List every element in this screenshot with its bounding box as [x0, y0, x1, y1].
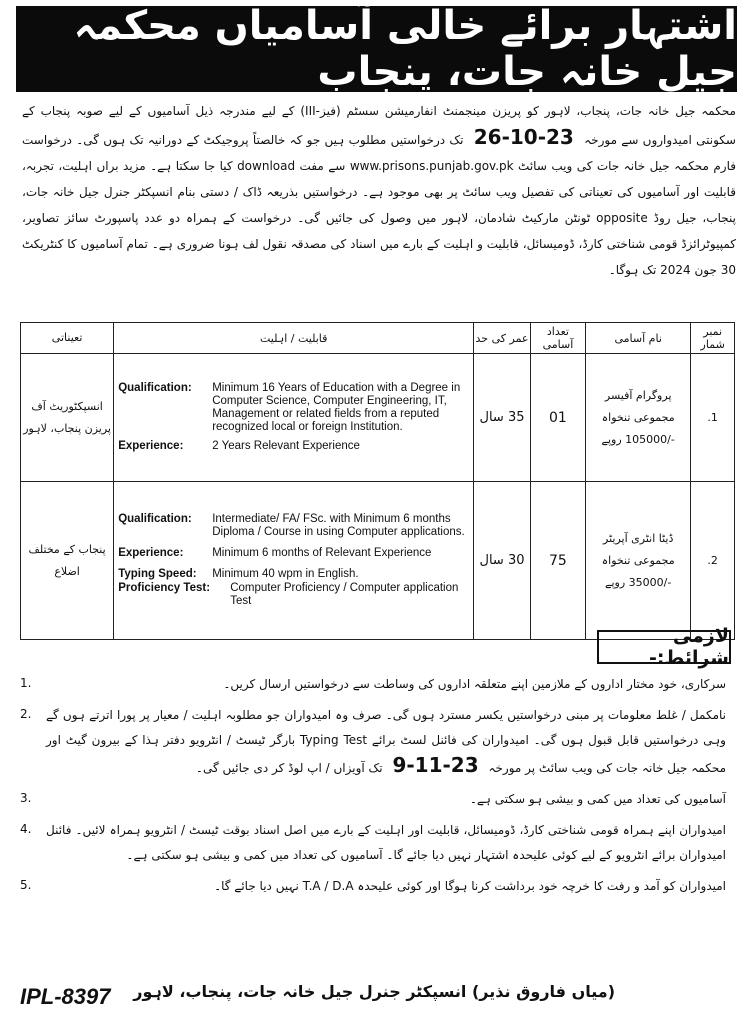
typing-speed-label: Typing Speed:: [118, 568, 197, 580]
list-item: [20, 672, 726, 697]
table-row: [21, 482, 735, 640]
condition-number: 4.: [20, 822, 32, 836]
header-posting: تعیناتی: [21, 323, 114, 354]
advertisement-title: اشتہار برائے خالی آسامیاں محکمہ جیل خانہ جات، پنجاب: [16, 6, 737, 92]
experience-label: Experience:: [118, 440, 184, 452]
intro-text-5: ٹونٹن مارکیٹ شادمان، لاہور میں وصول کی جائیں گی۔ درخواست کے ہمراہ دو عدد پاسپورٹ سائز تصاویر، کمپیوٹرائزڈ قومی شناختی کارڈ، ڈومیسائل، قابلیت و اہلیت کے بارے میں اسناد کی مصدقہ نقول لف ہونا ضروری ہے۔ تمام آسامیوں کا کنٹریکٹ 30 جون 2024 تک ہوگا۔: [22, 211, 736, 277]
proficiency-test-text: Computer Proficiency / Computer application Test: [230, 582, 459, 607]
job-name-cell: [586, 482, 691, 640]
list-item: [20, 874, 726, 899]
qualification-cell: [114, 482, 474, 640]
job-name: ڈیٹا انٹری آپریٹر مجموعی تنخواہ: [601, 531, 675, 567]
last-date: 26-10-23: [473, 125, 574, 149]
ipl-code: IPL-8397: [20, 984, 111, 1009]
experience-text: 2 Years Relevant Experience: [212, 440, 360, 452]
table-row: [21, 354, 735, 482]
opposite-text: opposite: [596, 211, 648, 225]
post-count: 75: [530, 482, 585, 640]
intro-paragraph: [22, 98, 736, 283]
header-qualification: قابلیت / اہلیت: [114, 323, 474, 354]
conditions-title: لازمی شرائط:-: [597, 630, 731, 664]
header-count: تعداد آسامی: [530, 323, 585, 354]
qualification-text: Intermediate/ FA/ FSc. with Minimum 6 months Diploma / Course in using Computer applications.: [212, 513, 465, 538]
intro-text-4: کیا جا سکتا ہے۔ مزید براں اہلیت، تجربہ، قابلیت اور آسامیوں کی تعیناتی کی تفصیل ویب سائٹ پر بھی موجود ہے۔ درخواستیں بذریعہ ڈاک / دستی بنام انسپکٹر جنرل جیل خانہ جات، پنجاب، جیل روڈ: [22, 159, 736, 225]
qualification-text: Minimum 16 Years of Education with a Degree in Computer Science, Computer Engineering, IT, Management or related fields from a reputed recognized local or foreign Institution.: [212, 382, 461, 433]
table-header-row: [21, 323, 735, 354]
salary-unit: روپے: [605, 575, 626, 589]
post-count: 01: [530, 354, 585, 482]
condition-number: 5.: [20, 878, 32, 892]
list-item: [20, 787, 726, 812]
job-name-cell: [586, 354, 691, 482]
download-text: download: [237, 159, 296, 173]
experience-text: Minimum 6 months of Relevant Experience: [212, 547, 432, 559]
typing-speed-text: Minimum 40 wpm in English.: [212, 568, 359, 580]
salary: 35000/-: [628, 575, 672, 589]
job-name: پروگرام آفیسر مجموعی تنخواہ: [601, 388, 675, 424]
posting-place: پنجاب کے مختلف اضلاع: [21, 482, 114, 640]
proficiency-test-label: Proficiency Test:: [118, 582, 211, 594]
header-name: نام آسامی: [586, 323, 691, 354]
salary-unit: روپے: [601, 432, 622, 446]
condition-text: آسامیوں کی تعداد میں کمی و بیشی ہو سکتی ہے۔: [469, 792, 726, 806]
header-no: نمبر شمار: [691, 323, 735, 354]
condition-text-a: نامکمل / غلط معلومات پر مبنی درخواستیں یکسر مسترد ہوں گی۔ صرف وہ امیدواران جو مطلوبہ اہلیت / معیار پر پورا اترتے ہوں گے وہی درخواستیں قابل قبول ہوں گی۔ امیدواران کی فائنل لسٹ برائے: [46, 708, 726, 747]
condition-text: سرکاری، خود مختار اداروں کے ملازمین اپنے متعلقہ اداروں کی وساطت سے درخواستیں ارسال کریں۔: [223, 677, 726, 691]
qualification-label: Qualification:: [118, 382, 192, 394]
vacancy-table: [20, 322, 735, 640]
intro-text-3: سے مفت: [299, 159, 346, 173]
conditions-list: [20, 672, 726, 905]
list-item: [20, 818, 726, 868]
intro-text-2: تک درخواستیں مطلوب ہیں جو کہ خالصتاً پروجیکٹ کے دورانیہ تک ہوں گی۔ درخواست فارم محکمہ جیل خانہ جات کی ویب سائٹ: [22, 133, 736, 173]
header-age: عمر کی حد: [474, 323, 531, 354]
website-link[interactable]: www.prisons.punjab.gov.pk: [349, 159, 514, 173]
posting-place: انسپکٹوریٹ آف پریزن پنجاب، لاہور: [21, 354, 114, 482]
qualification-label: Qualification:: [118, 513, 192, 525]
typing-test-text: Typing Test: [299, 733, 368, 747]
list-item: [20, 703, 726, 781]
qualification-cell: [114, 354, 474, 482]
condition-text: [46, 703, 726, 781]
condition-text-c: تک آویزاں / اپ لوڈ کر دی جائیں گی۔: [195, 761, 383, 775]
experience-label: Experience:: [118, 547, 184, 559]
age-limit: 35 سال: [474, 354, 531, 482]
condition-number: 2.: [20, 707, 32, 721]
condition-number: 3.: [20, 791, 32, 805]
condition-number: 1.: [20, 676, 32, 690]
salary: 105000/-: [625, 432, 675, 446]
row-number: 1.: [691, 354, 735, 482]
signature-block: (میاں فاروق نذیر) انسپکٹر جنرل جیل خانہ جات، پنجاب، لاہور: [133, 982, 615, 1001]
row-number: 2.: [691, 482, 735, 640]
intro-text-1: محکمہ جیل خانہ جات، پنجاب، لاہور کو پریزن مینجمنٹ انفارمیشن سسٹم (فیز-III) کے لیے مندرجہ ذیل آسامیوں کے لیے صوبہ پنجاب کے سکونتی امیدواروں سے مورخہ: [22, 104, 736, 147]
condition-text-b: بارگر ٹیسٹ / انٹرویو دفتر ہذا کے بیرون گیٹ اور محکمہ جیل خانہ جات کی ویب سائٹ پر مورخہ: [46, 733, 726, 775]
condition-text: امیدواران کو آمد و رفت کا خرچہ خود برداشت کرنا ہوگا اور کوئی علیحدہ T.A / D.A نہیں دیا جائے گا۔: [214, 879, 726, 893]
age-limit: 30 سال: [474, 482, 531, 640]
list-date: 9-11-23: [392, 753, 479, 777]
condition-text: امیدواران اپنے ہمراہ قومی شناختی کارڈ، ڈومیسائل، قابلیت اور اہلیت کے بارے میں اصل اسناد بوقت ٹیسٹ / انٹرویو ہمراہ لائیں۔ فائنل امیدواران برائے انٹرویو کے لیے کوئی علیحدہ اشتہار نہیں دیا جائے گا۔ آسامیوں کی تعداد میں کمی و بیشی ہو سکتی ہے۔: [46, 823, 726, 862]
